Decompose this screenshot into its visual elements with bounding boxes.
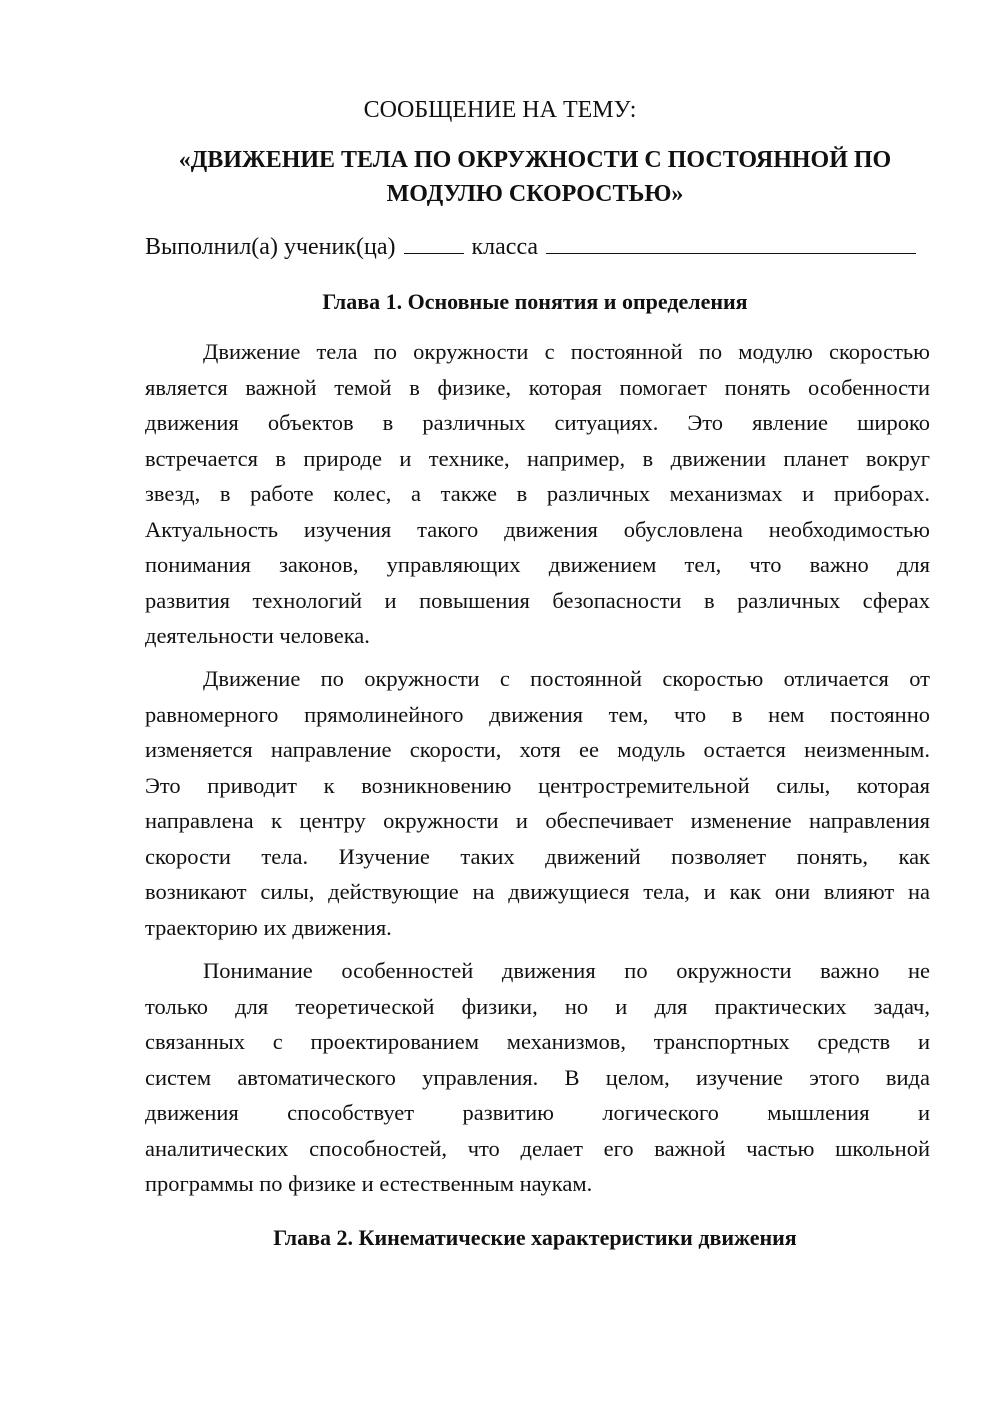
paragraph-line: Движение по окружности с постоянной скоростью отличается от <box>203 666 930 691</box>
chapter-1-heading: Глава 1. Основные понятия и определения <box>322 289 748 314</box>
paragraph-line: скорости тела. Изучение таких движений позволяет понять, как <box>145 843 930 869</box>
paragraph-line: систем автоматического управления. В целом, изучение этого вида <box>145 1064 930 1090</box>
paragraph-line: движения способствует развитию логического мышления и <box>145 1100 930 1125</box>
paragraph-line: развития технологий и повышения безопасности в различных сферах <box>145 587 930 613</box>
student-info-line <box>145 232 935 262</box>
paragraph-line: понимания законов, управляющих движением тел, что важно для <box>145 552 930 577</box>
paragraph-line: направлена к центру окружности и обеспечивает изменение направления <box>145 808 930 833</box>
document-header: СООБЩЕНИЕ НА ТЕМУ: <box>363 97 637 123</box>
paragraph-line: Движение тела по окружности с постоянной по модулю скоростью <box>203 339 930 364</box>
student-label: Выполнил(а) ученик(ца) <box>145 234 396 260</box>
paragraph-line: возникают силы, действующие на движущиеся тела, и как они влияют на <box>145 879 930 904</box>
paragraph-line: аналитических способностей, что делает его важной частью школьной <box>145 1135 930 1161</box>
document-title-line-2: МОДУЛЮ СКОРОСТЬЮ» <box>386 181 684 207</box>
class-label: класса <box>471 234 539 260</box>
paragraph-line: деятельности человека. <box>145 623 370 648</box>
document-title-line-1: «ДВИЖЕНИЕ ТЕЛА ПО ОКРУЖНОСТИ С ПОСТОЯННОЙ ПО <box>178 147 892 173</box>
paragraph-line: связанных с проектированием механизмов, транспортных средств и <box>145 1029 930 1054</box>
paragraph-line: траекторию их движения. <box>145 914 392 940</box>
paragraph-line: равномерного прямолинейного движения тем, что в нем постоянно <box>145 701 930 727</box>
paragraph-line: Актуальность изучения такого движения обусловлена необходимостью <box>145 516 930 542</box>
paragraph-line: встречается в природе и технике, например, в движении планет вокруг <box>145 445 930 471</box>
paragraph-line: Понимание особенностей движения по окружности важно не <box>203 958 930 983</box>
paragraph-line: Это приводит к возникновению центростремительной силы, которая <box>145 772 930 798</box>
class-number-blank <box>404 233 464 254</box>
paragraph-2 <box>145 661 930 945</box>
paragraph-line: только для теоретической физики, но и для практических задач, <box>145 993 930 1019</box>
paragraph-line: является важной темой в физике, которая помогает понять особенности <box>145 374 930 400</box>
paragraph-line: движения объектов в различных ситуациях. Это явление широко <box>145 410 930 435</box>
paragraph-line: звезд, в работе колес, а также в различных механизмах и приборах. <box>145 481 930 506</box>
paragraph-3 <box>145 953 930 1202</box>
paragraph-line: программы по физике и естественным наукам. <box>145 1171 593 1196</box>
paragraph-1 <box>145 334 930 654</box>
chapter-2-heading: Глава 2. Кинематические характеристики движения <box>273 1225 797 1250</box>
student-name-blank <box>546 233 916 254</box>
paragraph-line: изменяется направление скорости, хотя ее модуль остается неизменным. <box>145 737 930 762</box>
